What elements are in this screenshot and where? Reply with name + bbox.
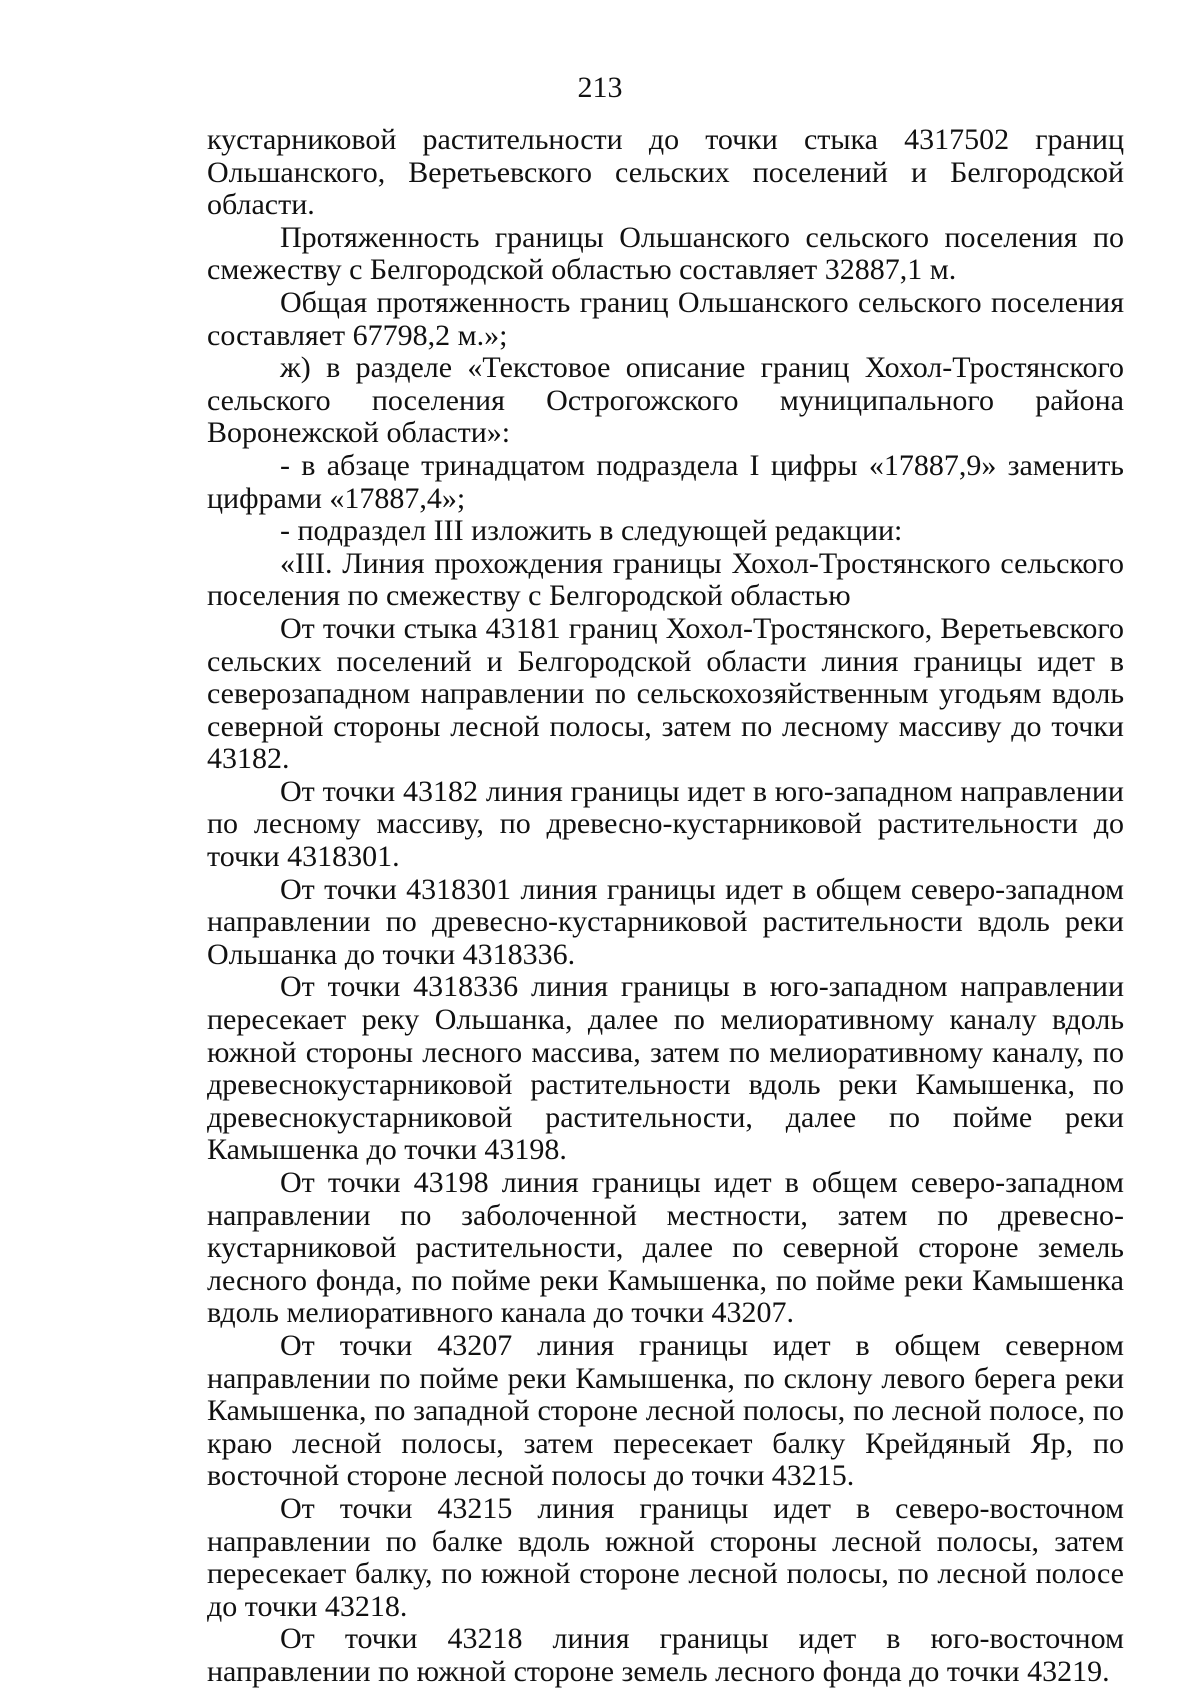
paragraph-point-4318301: От точки 4318301 линия границы идет в общем северо-западном направлении по древесно-кустарниковой растительности вдоль реки Ольшанка до точки 4318336. <box>207 872 1124 971</box>
paragraph-point-43215: От точки 43215 линия границы идет в северо-восточном направлении по балке вдоль южной стороны лесной полосы, затем пересекает балку, по южной стороне лесной полосы, по лесной полосе до точки 43218. <box>207 1491 1124 1623</box>
paragraph-point-43182: От точки 43182 линия границы идет в юго-западном направлении по лесному массиву, по древесно-кустарниковой растительности до точки 4318301. <box>207 774 1124 874</box>
paragraph-border-length: Протяженность границы Ольшанского сельского поселения по смежеству с Белгородской областью составляет 32887,1 м. <box>207 220 1124 287</box>
document-body <box>207 124 1124 1689</box>
paragraph-point-43207: От точки 43207 линия границы идет в общем северном направлении по пойме реки Камышенка, по склону левого берега реки Камышенка, по западной стороне лесной полосы, по лесной полосе, по краю лесной полосы, затем пересекает балку Крейдяный Яр, по восточной стороне лесной полосы до точки 43215. <box>207 1328 1124 1493</box>
paragraph-subsection-replace: - подраздел III изложить в следующей редакции: <box>280 514 903 548</box>
paragraph-point-43198: От точки 43198 линия границы идет в общем северо-западном направлении по заболоченной местности, затем по древеснокустарниковой растительности, далее по северной стороне земель лесного фонда, по пойме реки Камышенка, по пойме реки Камышенка вдоль мелиоративного канала до точки 43207. <box>207 1166 1124 1330</box>
paragraph-section-zh: ж) в разделе «Текстовое описание границ Хохол-Тростянского сельского поселения Острогожского муниципального района Воронежской области»: <box>207 351 1124 450</box>
paragraph-point-4318336: От точки 4318336 линия границы в юго-западном направлении пересекает реку Ольшанка, далее по мелиоративному каналу вдоль южной стороны лесного массива, затем по мелиоративному каналу, по древеснокустарниковой растительности вдоль реки Камышенка, по древеснокустарниковой растительности, далее по пойме реки Камышенка до точки 43198. <box>207 970 1124 1167</box>
paragraph-point-43218: От точки 43218 линия границы идет в юго-восточном направлении по южной стороне земель лесного фонда до точки 43219. <box>207 1622 1124 1688</box>
paragraph-continuation: кустарниковой растительности до точки стыка 4317502 границ Ольшанского, Веретьевского сельских поселений и Белгородской области. <box>207 123 1124 222</box>
paragraph-total-length: Общая протяженность границ Ольшанского сельского поселения составляет 67798,2 м.»; <box>207 285 1124 352</box>
paragraph-amendment-digits: - в абзаце тринадцатом подраздела I цифры «17887,9» заменить цифрами «17887,4»; <box>207 448 1124 515</box>
paragraph-point-43181: От точки стыка 43181 границ Хохол-Тростянского, Веретьевского сельских поселений и Белгородской области линия границы идет в северозападном направлении по сельскохозяйственным угодьям вдоль северной стороны лесной полосы, затем по лесному массиву до точки 43182. <box>207 611 1124 776</box>
paragraph-subsection-title: «III. Линия прохождения границы Хохол-Тростянского сельского поселения по смежеству с Белгородской областью <box>207 546 1124 613</box>
page-number: 213 <box>577 71 623 104</box>
